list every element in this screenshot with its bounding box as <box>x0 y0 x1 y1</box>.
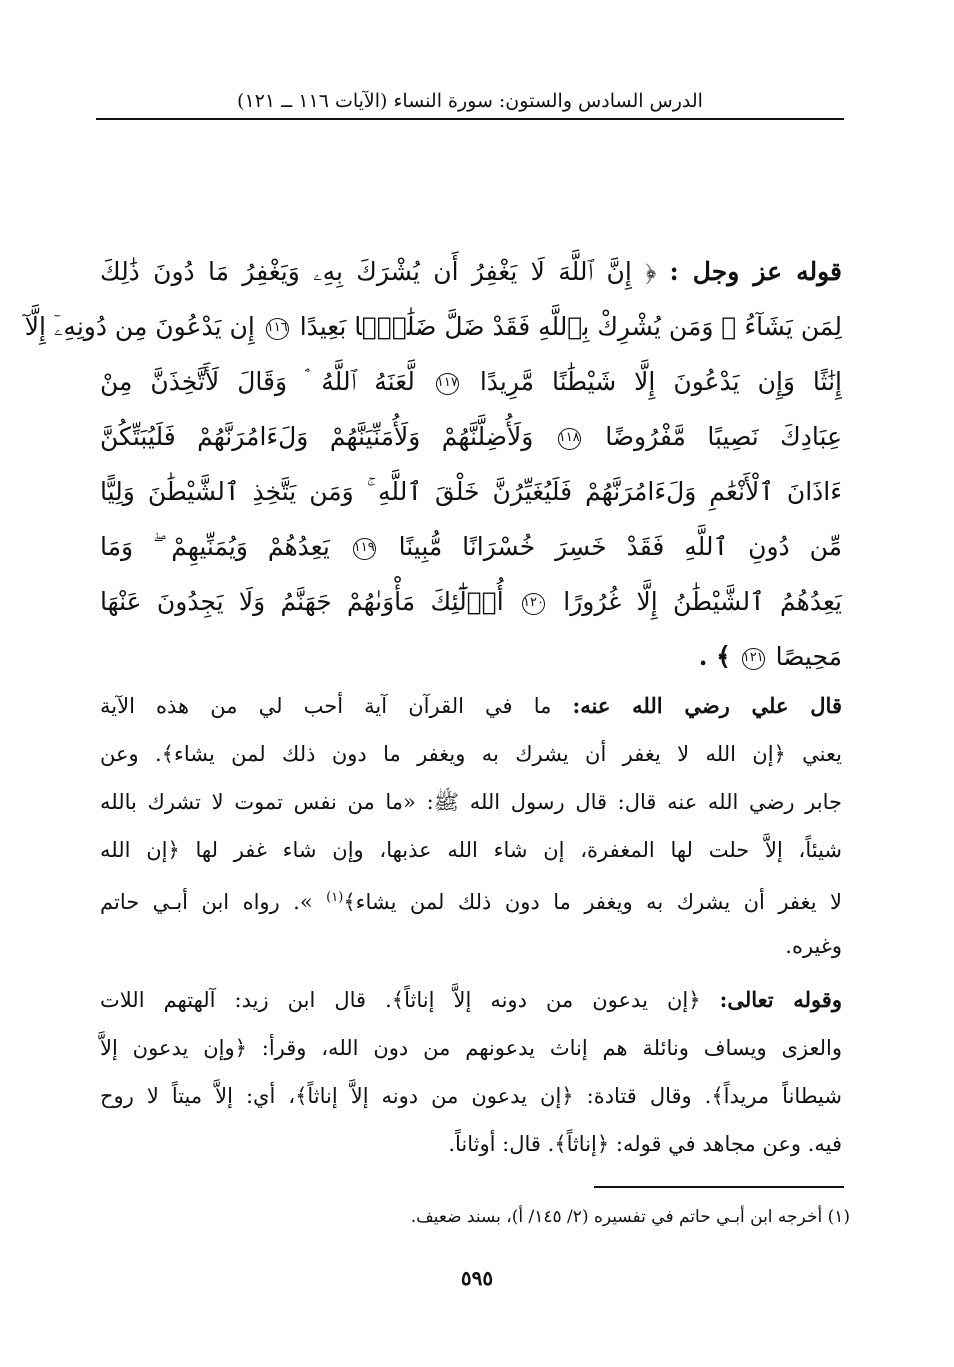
quran-line <box>100 519 842 574</box>
quran-line <box>100 629 842 684</box>
ayah-number-marker: ١١٩ <box>353 538 376 560</box>
quran-line <box>24 299 842 354</box>
quran-line <box>100 244 842 299</box>
quran-verse-text: وَلَأُضِلَّنَّهُمْ وَلَأُمَنِّيَنَّهُمْ وَلَءَامُرَنَّهُمْ فَلَيُبَتِّكُنَّ <box>100 422 534 451</box>
quran-verse-text: يَعِدُهُمُ ٱلشَّيْطَٰنُ إِلَّا غُرُورًا <box>563 587 842 616</box>
footnote-reference[interactable]: (١) <box>326 890 344 905</box>
prose-line <box>100 1120 842 1168</box>
prose-text: شيطاناً مريداً﴾. وقال قتادة: ﴿إن يدعون من دونه إلاَّ إناثاً﴾، أي: إلاَّ ميتاً لا روح <box>100 1084 842 1108</box>
paragraph-lead: وقوله تعالى: <box>719 987 842 1012</box>
ayah-number-marker: ١٢١ <box>742 648 765 670</box>
commentary-paragraph-2 <box>100 976 842 1168</box>
prose-line <box>100 682 842 730</box>
quran-line <box>100 574 842 629</box>
ayah-number-marker: ١١٦ <box>266 318 289 340</box>
prose-line <box>100 730 842 778</box>
quran-verse-text: مِّن دُونِ ٱللَّهِ فَقَدْ خَسِرَ خُسْرَانًا مُّبِينًا <box>398 532 843 561</box>
commentary-paragraph-1 <box>100 682 842 970</box>
page-number: ٥٩٥ <box>460 1266 494 1290</box>
running-header: الدرس السادس والستون: سورة النساء (الآيات ١١٦ ــ ١٢١) <box>237 90 703 112</box>
ayah-number-marker: ١١٨ <box>558 428 581 450</box>
prose-text: لا يغفر أن يشرك به ويغفر ما دون ذلك لمن يشاء﴾ <box>343 890 842 914</box>
prose-text: والعزى ويساف ونائلة هم إناث يدعونهم من دون الله، وقرأ: ﴿وإن يدعون إلاَّ <box>100 1036 842 1060</box>
ayah-number-marker: ١٢٠ <box>522 593 545 615</box>
prose-line <box>100 922 842 970</box>
prose-line <box>100 1072 842 1120</box>
prose-text: يعني ﴿إن الله لا يغفر أن يشرك به ويغفر ما دون ذلك لمن يشاء﴾. وعن <box>100 742 842 766</box>
quran-verse-text: ﴿ إِنَّ ٱللَّهَ لَا يَغْفِرُ أَن يُشْرَكَ بِهِۦ وَيَغْفِرُ مَا دُونَ ذَٰلِكَ <box>100 257 657 286</box>
quran-verse-text: لَّعَنَهُ ٱللَّهُ ۘ وَقَالَ لَأَتَّخِذَنَّ مِنْ <box>100 367 415 396</box>
prose-line <box>100 1024 842 1072</box>
quran-lead: قوله عز وجل : <box>669 257 842 286</box>
paragraph-lead: قال علي رضي الله عنه: <box>572 693 842 718</box>
prose-text: وغيره. <box>785 934 842 958</box>
prose-text: ما في القرآن آية أحب لي من هذه الآية <box>100 694 552 718</box>
prose-text: جابر رضي الله عنه قال: قال رسول الله ﷺ: «ما من نفس تموت لا تشرك بالله <box>100 790 842 814</box>
footnote-text: أخرجه ابن أبـي حاتم في تفسيره (٢/ ١٤٥/ أ)، بسند ضعيف. <box>410 1207 823 1227</box>
quran-verse-text: لِمَن يَشَآءُ ۚ وَمَن يُشْرِكْ بِٱللَّهِ فَقَدْ ضَلَّ ضَلَٰلًۢا بَعِيدًا <box>299 312 842 341</box>
quran-verse-text: مَحِيصًا <box>775 642 842 671</box>
quran-verse-text: يَعِدُهُمْ وَيُمَنِّيهِمْ ۖ وَمَا <box>100 532 330 561</box>
header-rule <box>96 118 844 120</box>
quran-verse-text: عِبَادِكَ نَصِيبًا مَّفْرُوضًا <box>605 422 842 451</box>
footnote-marker: (١) <box>827 1207 850 1227</box>
quran-verse-text: أُو۟لَٰٓئِكَ مَأْوَىٰهُمْ جَهَنَّمُ وَلَا يَجِدُونَ عَنْهَا <box>100 587 504 616</box>
prose-text: شيئاً، إلاَّ حلت لها المغفرة، إن شاء الله عذبها، وإن شاء غفر لها ﴿إن الله <box>100 838 842 862</box>
footnote <box>150 1204 850 1230</box>
prose-text: ». رواه ابن أبـي حاتم <box>100 890 313 914</box>
prose-line <box>100 976 842 1024</box>
quran-line <box>100 354 842 409</box>
quran-passage <box>24 244 843 684</box>
quran-verse-text: إِن يَدْعُونَ مِن دُونِهِۦٓ إِلَّآ <box>24 312 255 341</box>
closing-brace: ﴾ . <box>698 642 731 671</box>
prose-line <box>100 826 842 874</box>
prose-line <box>100 778 842 826</box>
ayah-number-marker: ١١٧ <box>436 373 459 395</box>
quran-verse-text: إِنَٰثًا وَإِن يَدْعُونَ إِلَّا شَيْطَٰنًا مَّرِيدًا <box>479 367 843 396</box>
quran-verse-text: ءَاذَانَ ٱلْأَنْعَٰمِ وَلَءَامُرَنَّهُمْ فَلَيُغَيِّرُنَّ خَلْقَ ٱللَّهِ ۚ وَمَن يَتَّخِذِ ٱلشَّيْطَٰنَ وَلِيًّا <box>100 477 842 506</box>
quran-line <box>100 464 842 519</box>
prose-line <box>100 874 842 922</box>
prose-text: ﴿إن يدعون من دونه إلاَّ إناثاً﴾. قال ابن زيد: آلهتهم اللات <box>100 988 701 1012</box>
footnote-rule <box>594 1186 844 1188</box>
quran-line <box>100 409 842 464</box>
prose-text: فيه. وعن مجاهد في قوله: ﴿إناثاً﴾. قال: أوثاناً. <box>448 1132 842 1156</box>
